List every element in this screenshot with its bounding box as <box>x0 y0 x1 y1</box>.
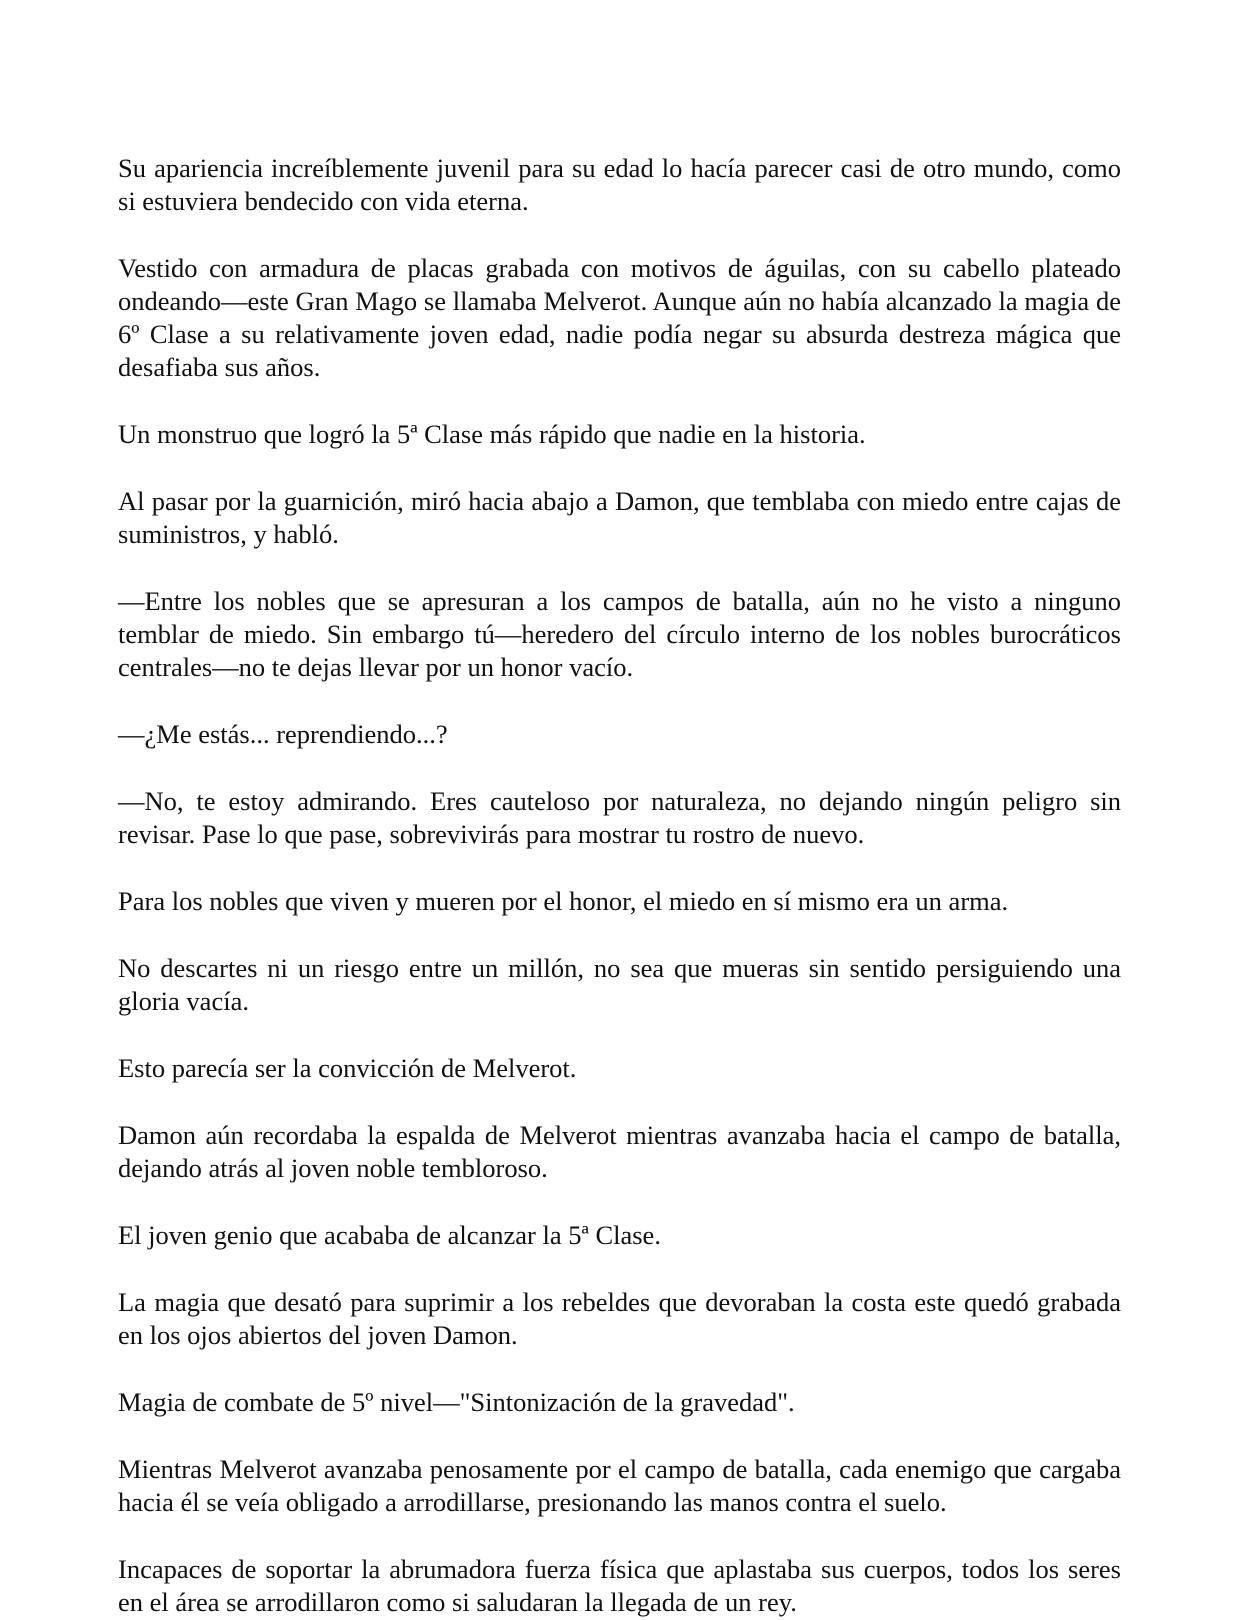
paragraph: Esto parecía ser la convicción de Melverot. <box>118 1053 577 1083</box>
paragraph: —¿Me estás... reprendiendo...? <box>118 719 448 749</box>
paragraph: No descartes ni un riesgo entre un millón, no sea que mueras sin sentido persiguiendo una gloria vacía. <box>118 953 1121 1016</box>
paragraph: Magia de combate de 5º nivel—"Sintonización de la gravedad". <box>118 1387 795 1417</box>
paragraph: Al pasar por la guarnición, miró hacia abajo a Damon, que temblaba con miedo entre cajas de suministros, y habló. <box>118 486 1121 549</box>
paragraph: Damon aún recordaba la espalda de Melverot mientras avanzaba hacia el campo de batalla, dejando atrás al joven noble tembloroso. <box>118 1120 1121 1183</box>
paragraph: El joven genio que acababa de alcanzar la 5ª Clase. <box>118 1220 661 1250</box>
paragraph: Un monstruo que logró la 5ª Clase más rápido que nadie en la historia. <box>118 419 866 449</box>
document-body <box>118 152 1121 1619</box>
paragraph: Su apariencia increíblemente juvenil para su edad lo hacía parecer casi de otro mundo, como si estuviera bendecido con vida eterna. <box>118 153 1121 216</box>
paragraph: Mientras Melverot avanzaba penosamente por el campo de batalla, cada enemigo que cargaba hacia él se veía obligado a arrodillarse, presionando las manos contra el suelo. <box>118 1454 1121 1517</box>
paragraph: Vestido con armadura de placas grabada con motivos de águilas, con su cabello plateado ondeando—este Gran Mago se llamaba Melverot. Aunque aún no había alcanzado la magia de 6º Clase a su relativamente joven edad, nadie podía negar su absurda destreza mágica que desafiaba sus años. <box>118 253 1121 382</box>
paragraph: Incapaces de soportar la abrumadora fuerza física que aplastaba sus cuerpos, todos los seres en el área se arrodillaron como si saludaran la llegada de un rey. <box>118 1554 1121 1617</box>
paragraph: —No, te estoy admirando. Eres cauteloso por naturaleza, no dejando ningún peligro sin revisar. Pase lo que pase, sobrevivirás para mostrar tu rostro de nuevo. <box>118 786 1121 849</box>
paragraph: —Entre los nobles que se apresuran a los campos de batalla, aún no he visto a ninguno temblar de miedo. Sin embargo tú—heredero del círculo interno de los nobles burocráticos centrales—no te dejas llevar por un honor vacío. <box>118 586 1121 682</box>
paragraph: Para los nobles que viven y mueren por el honor, el miedo en sí mismo era un arma. <box>118 886 1009 916</box>
paragraph: La magia que desató para suprimir a los rebeldes que devoraban la costa este quedó grabada en los ojos abiertos del joven Damon. <box>118 1287 1121 1350</box>
